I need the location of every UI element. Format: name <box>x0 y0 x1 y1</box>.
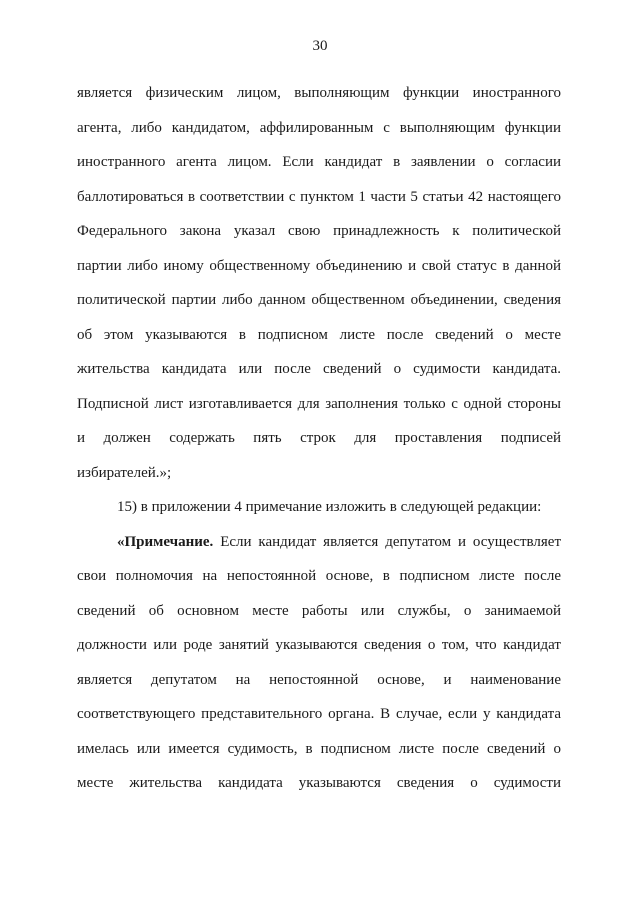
document-body <box>77 76 561 801</box>
text-line: Подписной лист изготавливается для заполнения только с одной стороны <box>77 395 561 412</box>
text-line: избирателей.»; <box>77 464 172 481</box>
note-line: месте жительства кандидата указываются сведения о судимости <box>77 775 561 791</box>
text-line: Федерального закона указал свою принадлежность к политической <box>77 223 561 239</box>
text-line: иностранного агента лицом. Если кандидат в заявлении о согласии <box>77 154 561 170</box>
note-line: свои полномочия на непостоянной основе, в подписном листе после <box>77 568 561 584</box>
text-line: партии либо иному общественному объединению и свой статус в данной <box>77 257 561 274</box>
note-first-line <box>77 525 561 560</box>
text-line: является физическим лицом, выполняющим функции иностранного <box>77 85 561 101</box>
text-line: политической партии либо данном общественном объединении, сведения <box>77 292 561 308</box>
text-line: баллотироваться в соответствии с пунктом 1 части 5 статьи 42 настоящего <box>77 188 561 205</box>
note-first-line-text: Если кандидат является депутатом и осуществляет <box>220 533 561 550</box>
text-line: и должен содержать пять строк для проставления подписей <box>77 430 561 446</box>
note-line: является депутатом на непостоянной основе, и наименование <box>77 671 561 688</box>
note-line: имелась или имеется судимость, в подписном листе после сведений о <box>77 740 561 757</box>
page-number: 30 <box>312 38 328 54</box>
text-line: об этом указываются в подписном листе после сведений о месте <box>77 326 561 343</box>
note-line: должности или роде занятий указываются сведения о том, что кандидат <box>77 637 561 653</box>
note-line: соответствующего представительного органа. В случае, если у кандидата <box>77 706 561 722</box>
text-line: жительства кандидата или после сведений о судимости кандидата. <box>77 361 561 377</box>
note-line: сведений об основном месте работы или службы, о занимаемой <box>77 602 561 619</box>
amendment-item-15: 15) в приложении 4 примечание изложить в следующей редакции: <box>117 499 542 515</box>
text-line: агента, либо кандидатом, аффилированным с выполняющим функции <box>77 119 561 136</box>
note-label: «Примечание. <box>117 533 214 550</box>
